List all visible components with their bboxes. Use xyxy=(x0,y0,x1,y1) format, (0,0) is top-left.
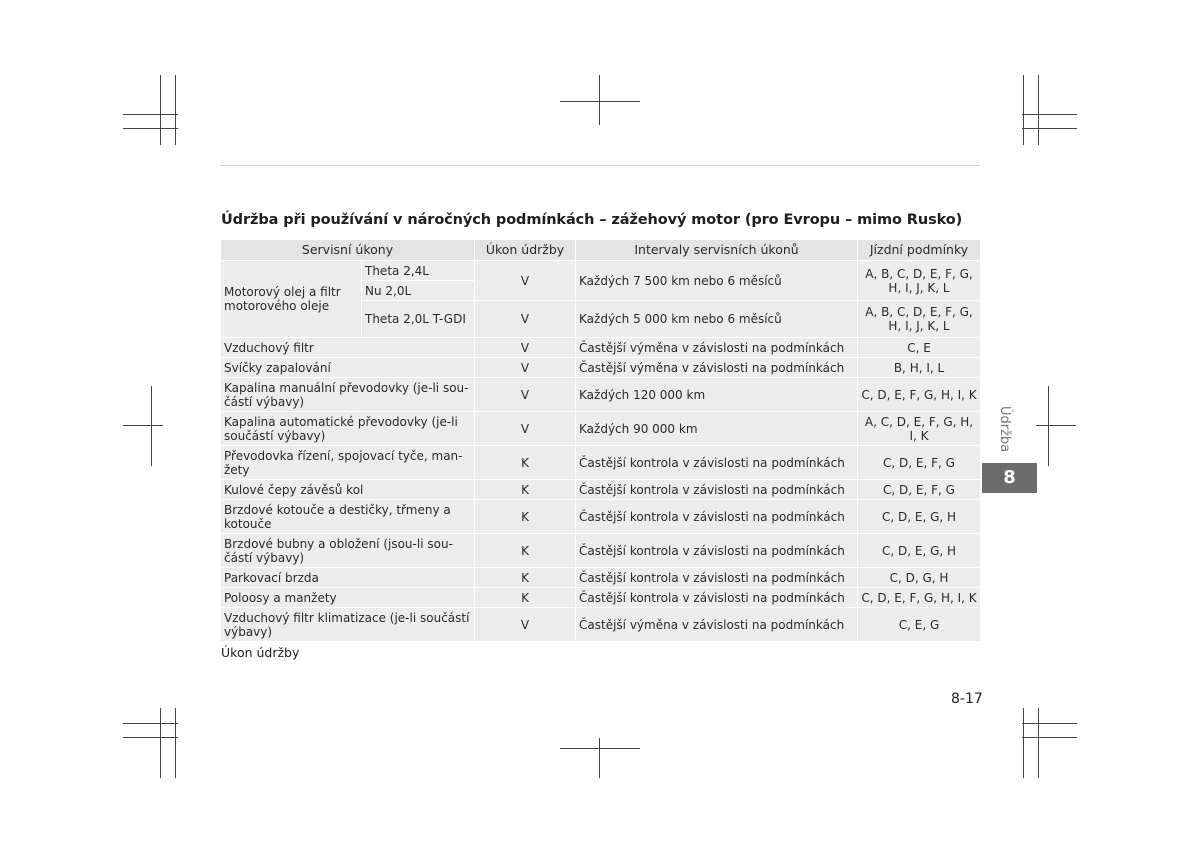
section-title: Údržba při používání v náročných podmínkách – zážehový motor (pro Evropu – mimo Rusko) xyxy=(221,212,963,228)
conditions-cell: C, E xyxy=(858,338,981,358)
item-cell: Kapalina automatické převodovky (je-li součástí výbavy) xyxy=(221,412,475,446)
item-cell: Parkovací brzda xyxy=(221,568,475,588)
action-cell: K xyxy=(475,500,576,534)
item-cell: Vzduchový filtr xyxy=(221,338,475,358)
conditions-cell: A, B, C, D, E, F, G, H, I, J, K, L xyxy=(858,301,981,338)
table-row xyxy=(221,588,981,608)
interval-cell: Častější výměna v závislosti na podmínkách xyxy=(576,338,858,358)
action-cell: K xyxy=(475,480,576,500)
action-cell: K xyxy=(475,534,576,568)
item-cell: Vzduchový filtr klimatizace (je-li součástí výbavy) xyxy=(221,608,475,642)
conditions-cell: A, C, D, E, F, G, H, I, K xyxy=(858,412,981,446)
table-row xyxy=(221,338,981,358)
table-row xyxy=(221,480,981,500)
action-cell: K xyxy=(475,568,576,588)
action-cell: K xyxy=(475,446,576,480)
section-side-label: Údržba xyxy=(997,406,1012,453)
interval-cell: Každých 7 500 km nebo 6 měsíců xyxy=(576,261,858,301)
interval-cell: Častější kontrola v závislosti na podmínkách xyxy=(576,568,858,588)
table-row xyxy=(221,500,981,534)
action-cell: V xyxy=(475,412,576,446)
conditions-cell: A, B, C, D, E, F, G, H, I, J, K, L xyxy=(858,261,981,301)
item-cell: Svíčky zapalování xyxy=(221,358,475,378)
interval-cell: Každých 120 000 km xyxy=(576,378,858,412)
oil-item-cell: Motorový olej a filtr motorového oleje xyxy=(221,261,362,338)
table-row xyxy=(221,412,981,446)
chapter-tab: 8 xyxy=(982,463,1037,493)
interval-cell: Každých 5 000 km nebo 6 měsíců xyxy=(576,301,858,338)
interval-cell: Častější kontrola v závislosti na podmínkách xyxy=(576,446,858,480)
interval-cell: Častější kontrola v závislosti na podmínkách xyxy=(576,534,858,568)
conditions-cell: C, D, E, F, G xyxy=(858,480,981,500)
table-row xyxy=(221,261,981,281)
action-cell: V xyxy=(475,358,576,378)
engine-cell: Nu 2,0L xyxy=(362,281,475,301)
action-cell: V xyxy=(475,301,576,338)
action-cell: V xyxy=(475,261,576,301)
action-cell: V xyxy=(475,338,576,358)
interval-cell: Každých 90 000 km xyxy=(576,412,858,446)
conditions-cell: C, D, E, F, G xyxy=(858,446,981,480)
item-cell: Převodovka řízení, spojovací tyče, man-žety xyxy=(221,446,475,480)
footnote: Úkon údržby xyxy=(221,645,300,660)
action-cell: V xyxy=(475,608,576,642)
table-row xyxy=(221,358,981,378)
interval-cell: Častější kontrola v závislosti na podmínkách xyxy=(576,480,858,500)
item-cell: Poloosy a manžety xyxy=(221,588,475,608)
table-row xyxy=(221,534,981,568)
item-cell: Kulové čepy závěsů kol xyxy=(221,480,475,500)
engine-cell: Theta 2,0L T-GDI xyxy=(362,301,475,338)
interval-cell: Častější výměna v závislosti na podmínkách xyxy=(576,358,858,378)
table-row xyxy=(221,608,981,642)
interval-cell: Častější kontrola v závislosti na podmínkách xyxy=(576,500,858,534)
page-number: 8-17 xyxy=(951,691,983,707)
interval-cell: Častější kontrola v závislosti na podmínkách xyxy=(576,588,858,608)
item-cell: Brzdové bubny a obložení (jsou-li sou-částí výbavy) xyxy=(221,534,475,568)
action-cell: K xyxy=(475,588,576,608)
conditions-cell: C, D, E, F, G, H, I, K xyxy=(858,588,981,608)
action-cell: V xyxy=(475,378,576,412)
header-rule xyxy=(220,165,980,166)
header-service-intervals: Intervaly servisních úkonů xyxy=(576,240,858,261)
table-row xyxy=(221,446,981,480)
conditions-cell: C, D, E, F, G, H, I, K xyxy=(858,378,981,412)
header-driving-conditions: Jízdní podmínky xyxy=(858,240,981,261)
item-cell: Brzdové kotouče a destičky, třmeny a kotouče xyxy=(221,500,475,534)
table-row xyxy=(221,568,981,588)
header-maintenance-action: Úkon údržby xyxy=(475,240,576,261)
conditions-cell: B, H, I, L xyxy=(858,358,981,378)
item-cell: Kapalina manuální převodovky (je-li sou-částí výbavy) xyxy=(221,378,475,412)
conditions-cell: C, D, G, H xyxy=(858,568,981,588)
engine-cell: Theta 2,4L xyxy=(362,261,475,281)
conditions-cell: C, D, E, G, H xyxy=(858,534,981,568)
interval-cell: Častější výměna v závislosti na podmínkách xyxy=(576,608,858,642)
maintenance-table xyxy=(220,239,981,642)
table-header-row xyxy=(221,240,981,261)
header-service-tasks: Servisní úkony xyxy=(221,240,475,261)
conditions-cell: C, E, G xyxy=(858,608,981,642)
table-row xyxy=(221,378,981,412)
conditions-cell: C, D, E, G, H xyxy=(858,500,981,534)
